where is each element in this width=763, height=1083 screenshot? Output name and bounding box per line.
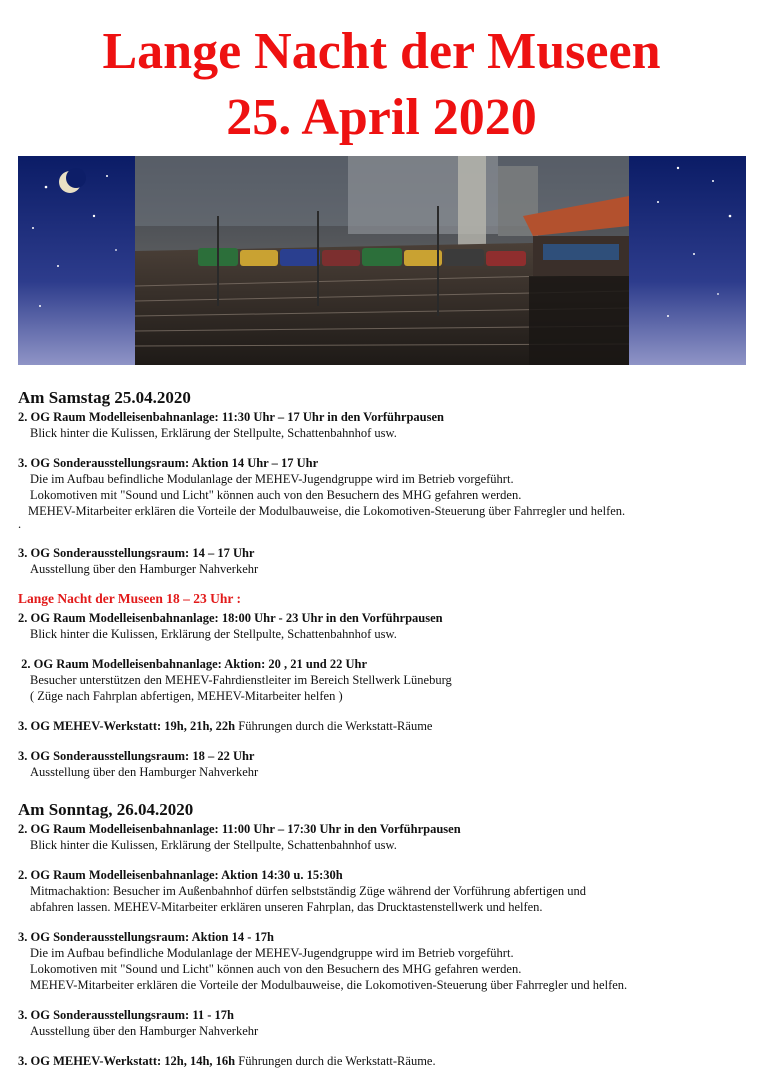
list-item: 2. OG Raum Modelleisenbahnanlage: 11:00 Uhr – 17:30 Uhr in den Vorführpausen Blick hinter die Kulissen, Erklärung der Stellpulte, Schattenbahnhof usw. bbox=[18, 822, 461, 852]
page-title-line-1: Lange Nacht der Museen bbox=[102, 23, 661, 80]
page-title-line-2: 25. April 2020 bbox=[226, 89, 537, 146]
banner-image bbox=[18, 156, 746, 365]
list-item: 2. OG Raum Modelleisenbahnanlage: 18:00 Uhr - 23 Uhr in den Vorführpausen Blick hinter die Kulissen, Erklärung der Stellpulte, Schattenbahnhof usw. bbox=[18, 611, 443, 641]
list-item: 3. OG MEHEV-Werkstatt: 19h, 21h, 22h Führungen durch die Werkstatt-Räume bbox=[18, 719, 433, 733]
list-item: 3. OG MEHEV-Werkstatt: 12h, 14h, 16h Führungen durch die Werkstatt-Räume. bbox=[18, 1054, 436, 1068]
list-item: 2. OG Raum Modelleisenbahnanlage: 11:30 Uhr – 17 Uhr in den Vorführpausen Blick hinter die Kulissen, Erklärung der Stellpulte, Schattenbahnhof usw. bbox=[18, 410, 444, 440]
saturday-heading: Am Samstag 25.04.2020 bbox=[18, 388, 191, 407]
list-item: 3. OG Sonderausstellungsraum: 14 – 17 Uhr Ausstellung über den Hamburger Nahverkehr bbox=[18, 546, 259, 576]
lange-nacht-heading: Lange Nacht der Museen 18 – 23 Uhr : bbox=[18, 591, 241, 606]
right-sky-panel bbox=[629, 156, 746, 365]
model-railway-photo bbox=[135, 156, 629, 365]
list-item: 3. OG Sonderausstellungsraum: Aktion 14 Uhr – 17 Uhr Die im Aufbau befindliche Modulanlage der MEHEV-Jugendgruppe wird im Betrieb vorgeführt. Lokomotiven mit "Sound und Licht" können auch von den Besuchern des MHG gefahren werden. MEHEV-Mitarbeiter erklären die Vorteile der Modulbauweise, die Lokomotiven-Steuerung über Fahrregler und helfen. . bbox=[18, 456, 626, 531]
list-item: 3. OG Sonderausstellungsraum: 11 - 17h Ausstellung über den Hamburger Nahverkehr bbox=[18, 1008, 259, 1038]
list-item: 3. OG Sonderausstellungsraum: 18 – 22 Uhr Ausstellung über den Hamburger Nahverkehr bbox=[18, 749, 259, 779]
sunday-heading: Am Sonntag, 26.04.2020 bbox=[18, 800, 194, 819]
list-item: 2. OG Raum Modelleisenbahnanlage: Aktion: 20 , 21 und 22 Uhr Besucher unterstützen den MEHEV-Fahrdienstleiter im Bereich Stellwerk Lüneburg ( Züge nach Fahrplan abfertigen, MEHEV-Mitarbeiter helfen ) bbox=[18, 657, 452, 703]
list-item: 2. OG Raum Modelleisenbahnanlage: Aktion 14:30 u. 15:30h Mitmachaktion: Besucher im Außenbahnhof dürfen selbstständig Züge während der Vorführung abfertigen und abfahren lassen. MEHEV-Mitarbeiter erklären unseren Fahrplan, das Drucktastenstellwerk und helfen. bbox=[18, 868, 586, 914]
list-item: 3. OG Sonderausstellungsraum: Aktion 14 - 17h Die im Aufbau befindliche Modulanlage der MEHEV-Jugendgruppe wird im Betrieb vorgeführt. Lokomotiven mit "Sound und Licht" können auch von den Besuchern des MHG gefahren werden. MEHEV-Mitarbeiter erklären die Vorteile der Modulbauweise, die Lokomotiven-Steuerung über Fahrregler und helfen. bbox=[18, 930, 628, 992]
